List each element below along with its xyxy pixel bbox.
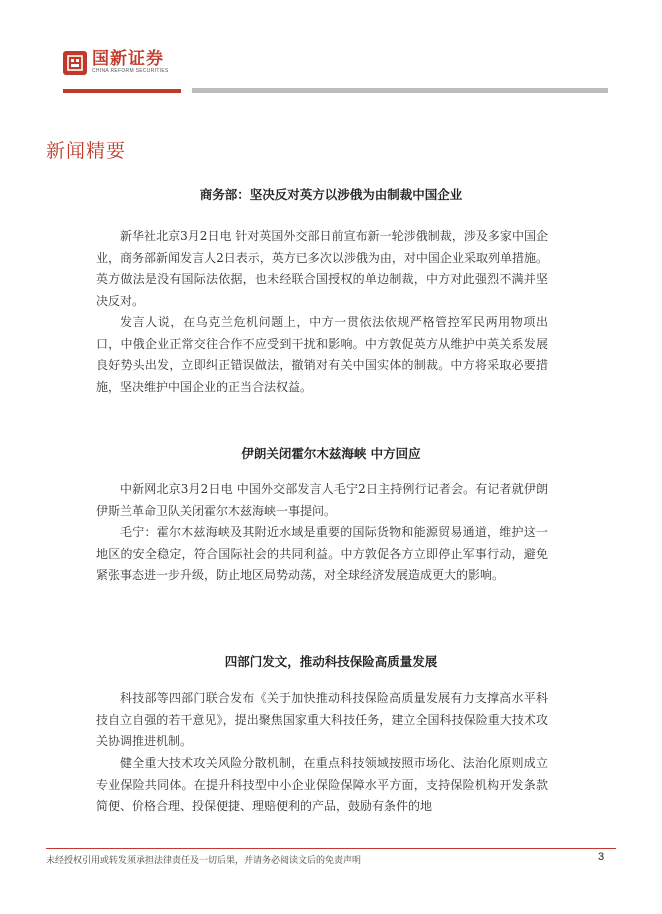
article-paragraph: 健全重大技术攻关风险分散机制，在重点科技领域按照市场化、法治化原则成立专业保险共同体。在提升科技型中小企业保险保障水平方面，支持保险机构开发条款简便、价格合理、投保便捷、理赔便利的产品，鼓励有条件的地 xyxy=(96,756,548,813)
article-title: 伊朗关闭霍尔木兹海峡 中方回应 xyxy=(241,446,421,461)
page-number: 3 xyxy=(598,851,605,863)
header-red-bar xyxy=(63,89,181,93)
logo-chinese-name: 国新证券 xyxy=(92,49,164,69)
footer-disclaimer: 未经授权引用或转发须承担法律责任及一切后果，并请务必阅读文后的免责声明 xyxy=(46,856,362,866)
footer-divider xyxy=(46,848,616,849)
header-gray-bar xyxy=(192,88,608,93)
article-paragraph: 发言人说，在乌克兰危机问题上，中方一贯依法依规严格管控军民两用物项出口，中俄企业正常交往合作不应受到干扰和影响。中方敦促英方从维护中英关系发展良好势头出发，立即纠正错误做法，撤销对有关中国实体的制裁。中方将采取必要措施，坚决维护中国企业的正当合法权益。 xyxy=(96,315,548,394)
article-title: 商务部：坚决反对英方以涉俄为由制裁中国企业 xyxy=(199,187,463,202)
article-paragraph: 新华社北京3月2日电 针对英国外交部日前宣布新一轮涉俄制裁，涉及多家中国企业，商务部新闻发言人2日表示，英方已多次以涉俄为由，对中国企业采取列单措施。英方做法是没有国际法依据，也未经联合国授权的单边制裁，中方对此强烈不满并坚决反对。 xyxy=(96,229,548,308)
logo-mark-icon xyxy=(63,51,87,75)
article-title: 四部门发文，推动科技保险高质量发展 xyxy=(224,654,438,669)
section-title: 新闻精要 xyxy=(46,140,127,162)
article-paragraph: 科技部等四部门联合发布《关于加快推动科技保险高质量发展有力支撑高水平科技自立自强的若干意见》，提出聚焦国家重大科技任务，建立全国科技保险重大技术攻关协调推进机制。 xyxy=(96,691,548,748)
company-logo xyxy=(63,50,169,75)
logo-english-name: CHINA REFORM SECURITIES xyxy=(92,68,169,74)
page-header xyxy=(0,0,662,100)
article-paragraph: 毛宁：霍尔木兹海峡及其附近水域是重要的国际货物和能源贸易通道，维护这一地区的安全稳定，符合国际社会的共同利益。中方敦促各方立即停止军事行动，避免紧张事态进一步升级，防止地区局势动荡，对全球经济发展造成更大的影响。 xyxy=(96,525,548,582)
logo-text xyxy=(92,50,169,75)
article-paragraph: 中新网北京3月2日电 中国外交部发言人毛宁2日主持例行记者会。有记者就伊朗伊斯兰革命卫队关闭霍尔木兹海峡一事提问。 xyxy=(96,482,548,518)
